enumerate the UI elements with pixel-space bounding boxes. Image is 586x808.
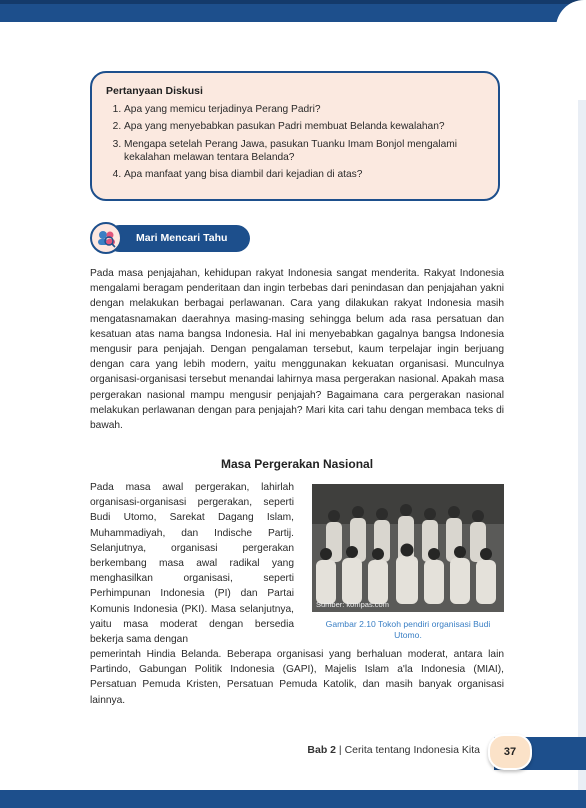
- discussion-question: 1. Apa yang memicu terjadinya Perang Padri?: [124, 103, 484, 116]
- discussion-title: Pertanyaan Diskusi: [106, 85, 203, 97]
- budi-utomo-founders-photo: [312, 484, 504, 612]
- section-subheading: Masa Pergerakan Nasional: [220, 457, 374, 471]
- section-label-pill: [106, 225, 250, 252]
- search-people-icon: [90, 222, 122, 254]
- footer-title: Cerita tentang Indonesia Kita: [344, 744, 480, 756]
- body-paragraph-full: pemerintah Hindia Belanda. Beberapa organisasi yang berhaluan moderat, antara lain Partindo, Gabungan Politik Indonesia (GAPI), Majelis Islam a'la Indonesia (MIAI), Persatuan Pemuda Kristen, Persatuan Pemuda Katolik, dan masih banyak organisasi lainnya.: [90, 649, 504, 706]
- discussion-question: 2. Apa yang menyebabkan pasukan Padri membuat Belanda kewalahan?: [124, 120, 484, 133]
- footer-chapter-title: [307, 744, 480, 756]
- discussion-box: [90, 71, 500, 201]
- figure-caption: Gambar 2.10 Tokoh pendiri organisasi Budi Utomo.: [325, 619, 491, 640]
- bottom-footer-band: [0, 790, 586, 808]
- footer-chapter: Bab 2: [307, 744, 336, 756]
- discussion-question-list: [106, 103, 484, 181]
- body-paragraph-left: Pada masa awal pergerakan, lahirlah organisasi-organisasi pergerakan, seperti Budi Utomo, Sarekat Dagang Islam, Muhammadiyah, dan Indische Partij. Selanjutnya, organisasi pergerakan berkembang masa awal radikal yang menghasilkan organisasi, seperti Perhimpunan Indonesia (PI) dan Partai Komunis Indonesia (PKI). Masa selanjutnya, yaitu masa moderat dengan bersedia bekerja sama dengan: [90, 482, 294, 646]
- top-header-stripe: [0, 0, 586, 4]
- discussion-question: 4. Apa manfaat yang bisa diambil dari kejadian di atas?: [124, 168, 484, 181]
- intro-paragraph: Pada masa penjajahan, kehidupan rakyat Indonesia sangat menderita. Rakyat Indonesia mengalami beragam penderitaan dan ingin terbebas dari penindasan dan penjajahan yakni dengan melakukan berbagai perlawanan. Cara yang dilakukan rakyat Indonesia masih mengatasnamakan daerahnya masing-masing sehingga belum ada rasa persatuan dan kesatuan atas nama bangsa Indonesia. Hal ini menyebabkan gagalnya bangsa Indonesia mengusir para penjajah. Dengan pengalaman tersebut, kaum terpelajar ingin berjuang dengan cara yang lebih modern, yaitu menggunakan kekuatan organisasi. Munculnya organisasi-organisasi tersebut menandai lahirnya masa pergerakan nasional. Apakah masa pergerakan nasional mampu mengusir penjajah? Bagaimana cara pergerakan nasional melakukan perlawanan dengan para penjajah? Mari kita cari tahu dengan membaca teks di bawah.: [90, 268, 504, 432]
- page-edge-shadow: [578, 100, 586, 790]
- photo-source-credit: Sumber: kompas.com: [316, 600, 389, 609]
- discussion-question: 3. Mengapa setelah Perang Jawa, pasukan Tuanku Imam Bonjol mengalami kekalahan melawan tentara Belanda?: [124, 138, 484, 165]
- section-label-text: Mari Mencari Tahu: [136, 232, 228, 244]
- footer-separator: |: [338, 744, 342, 756]
- page-number-badge: 37: [488, 734, 532, 770]
